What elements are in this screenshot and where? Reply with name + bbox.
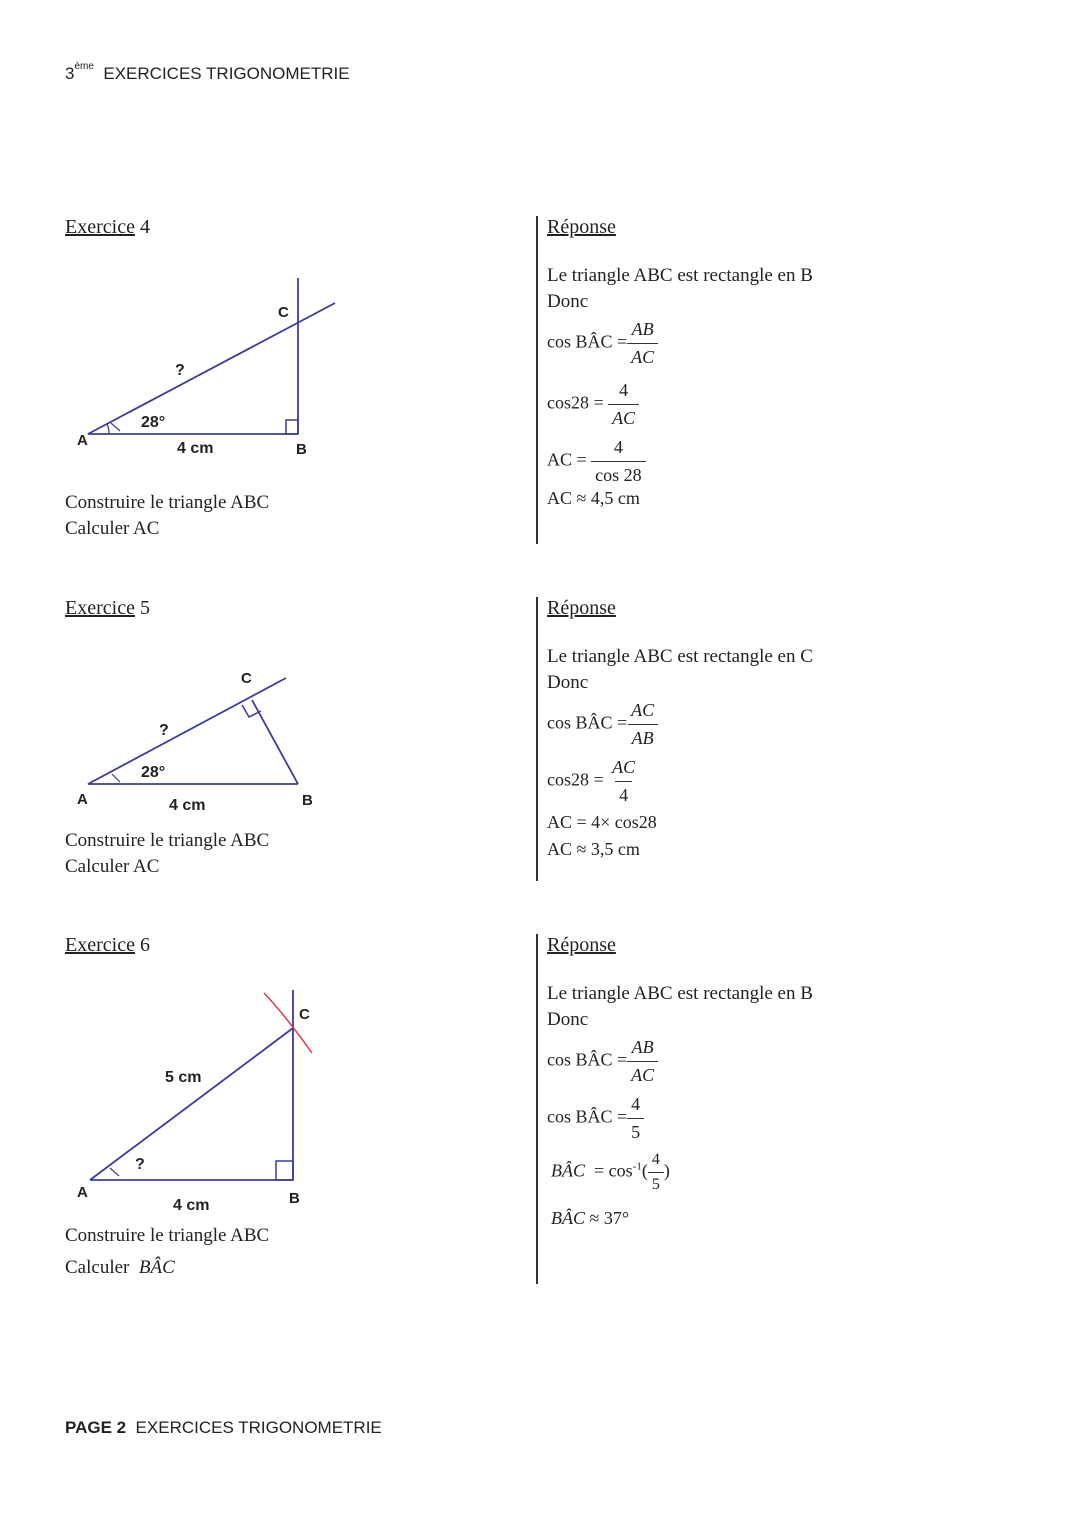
exercise-6-answer bbox=[547, 934, 813, 1229]
exercise-6-word: Exercice bbox=[65, 934, 135, 956]
angle-tick bbox=[112, 774, 120, 782]
side-label: 4 cm bbox=[177, 440, 214, 457]
equation-2: cos28 = $\frac{AC}{4}$ bbox=[547, 757, 636, 805]
side-ac bbox=[90, 1028, 293, 1180]
answer-line1: Le triangle ABC est rectangle en B bbox=[547, 983, 813, 1004]
angle-label: 28° bbox=[141, 764, 166, 781]
answer-title: Réponse bbox=[547, 934, 616, 956]
label-b: B bbox=[296, 441, 307, 458]
label-b: B bbox=[289, 1190, 300, 1207]
unknown-label: ? bbox=[175, 362, 185, 379]
equation-2: cos BÂC = $\frac{4}{5}$ bbox=[547, 1094, 813, 1143]
task-calculate: Calculer AC bbox=[65, 518, 160, 539]
page-header bbox=[65, 61, 350, 84]
task-construct: Construire le triangle ABC bbox=[65, 830, 270, 851]
header-title: EXERCICES TRIGONOMETRIE bbox=[103, 64, 350, 83]
exercise-4-tasks bbox=[65, 490, 269, 542]
divider bbox=[536, 216, 538, 544]
label-c: C bbox=[278, 304, 289, 321]
right-angle-mark bbox=[276, 1161, 293, 1180]
exercise-4-title bbox=[65, 216, 150, 239]
right-angle-mark bbox=[286, 420, 298, 434]
label-c: C bbox=[299, 1006, 310, 1023]
equation-3: BÂC = $\cos^{-1}$( $\frac{4}{5}$ ) bbox=[551, 1151, 670, 1193]
exercise-5-answer bbox=[547, 597, 813, 860]
exercise-5-number: 5 bbox=[139, 597, 150, 619]
label-c: C bbox=[241, 670, 252, 687]
page-footer bbox=[65, 1418, 382, 1438]
exercise-5-tasks bbox=[65, 828, 269, 880]
equation-2: cos28 = $\frac{4}{AC}$ bbox=[547, 380, 813, 429]
grade-superscript: ème bbox=[74, 61, 94, 72]
label-a: A bbox=[77, 1184, 88, 1201]
equation-1: cos BÂC = $\frac{AB}{AC}$ bbox=[547, 319, 813, 368]
exercise-5-title bbox=[65, 597, 150, 620]
divider bbox=[536, 934, 538, 1284]
exercise-5-word: Exercice bbox=[65, 597, 135, 619]
equation-3: AC = $\frac{4}{\cos 28}$ bbox=[547, 437, 813, 486]
angle-tick bbox=[111, 423, 120, 431]
footer-title: EXERCICES TRIGONOMETRIE bbox=[135, 1418, 382, 1437]
answer-line2: Donc bbox=[547, 672, 589, 693]
side-label: 4 cm bbox=[169, 797, 206, 814]
angle-label: 28° bbox=[141, 414, 166, 431]
equation-4: AC ≈ 3,5 cm bbox=[547, 839, 640, 859]
answer-line2: Donc bbox=[547, 1009, 589, 1030]
exercise-5-figure bbox=[60, 660, 340, 820]
task-calculate: Calculer AC bbox=[65, 856, 160, 877]
unknown-label: ? bbox=[135, 1156, 145, 1173]
hypotenuse-label: 5 cm bbox=[165, 1069, 202, 1086]
exercise-4-word: Exercice bbox=[65, 216, 135, 238]
label-a: A bbox=[77, 791, 88, 808]
unknown-label: ? bbox=[159, 722, 169, 739]
side-label: 4 cm bbox=[173, 1197, 210, 1214]
exercise-6-title bbox=[65, 934, 150, 957]
label-a: A bbox=[77, 432, 88, 449]
label-b: B bbox=[302, 792, 313, 809]
divider bbox=[536, 597, 538, 881]
equation-1: cos BÂC = $\frac{AC}{AB}$ bbox=[547, 700, 813, 749]
answer-title: Réponse bbox=[547, 216, 616, 238]
answer-line1: Le triangle ABC est rectangle en C bbox=[547, 646, 813, 667]
angle-arc bbox=[107, 424, 109, 434]
answer-line1: Le triangle ABC est rectangle en B bbox=[547, 265, 813, 286]
equation-3: AC = 4× cos28 bbox=[547, 812, 657, 832]
exercise-4-number: 4 bbox=[139, 216, 150, 238]
angle-tick bbox=[110, 1168, 119, 1176]
exercise-6-figure bbox=[60, 985, 330, 1220]
angle-bac: BÂC bbox=[138, 1257, 175, 1278]
side-ac bbox=[88, 678, 286, 784]
task-construct: Construire le triangle ABC bbox=[65, 1225, 270, 1246]
answer-line2: Donc bbox=[547, 291, 589, 312]
footer-page: PAGE 2 bbox=[65, 1418, 127, 1437]
task-calculate: Calculer BÂC bbox=[65, 1257, 175, 1278]
exercise-6-tasks bbox=[65, 1223, 269, 1281]
equation-4: BÂC ≈ 37° bbox=[551, 1208, 630, 1228]
exercise-4-answer bbox=[547, 216, 813, 509]
exercise-4-figure bbox=[60, 270, 350, 465]
grade-number: 3 bbox=[65, 64, 75, 83]
task-construct: Construire le triangle ABC bbox=[65, 492, 270, 513]
equation-4: AC ≈ 4,5 cm bbox=[547, 488, 640, 508]
exercise-6-number: 6 bbox=[139, 934, 150, 956]
equation-1: cos BÂC = $\frac{AB}{AC}$ bbox=[547, 1037, 813, 1086]
answer-title: Réponse bbox=[547, 597, 616, 619]
